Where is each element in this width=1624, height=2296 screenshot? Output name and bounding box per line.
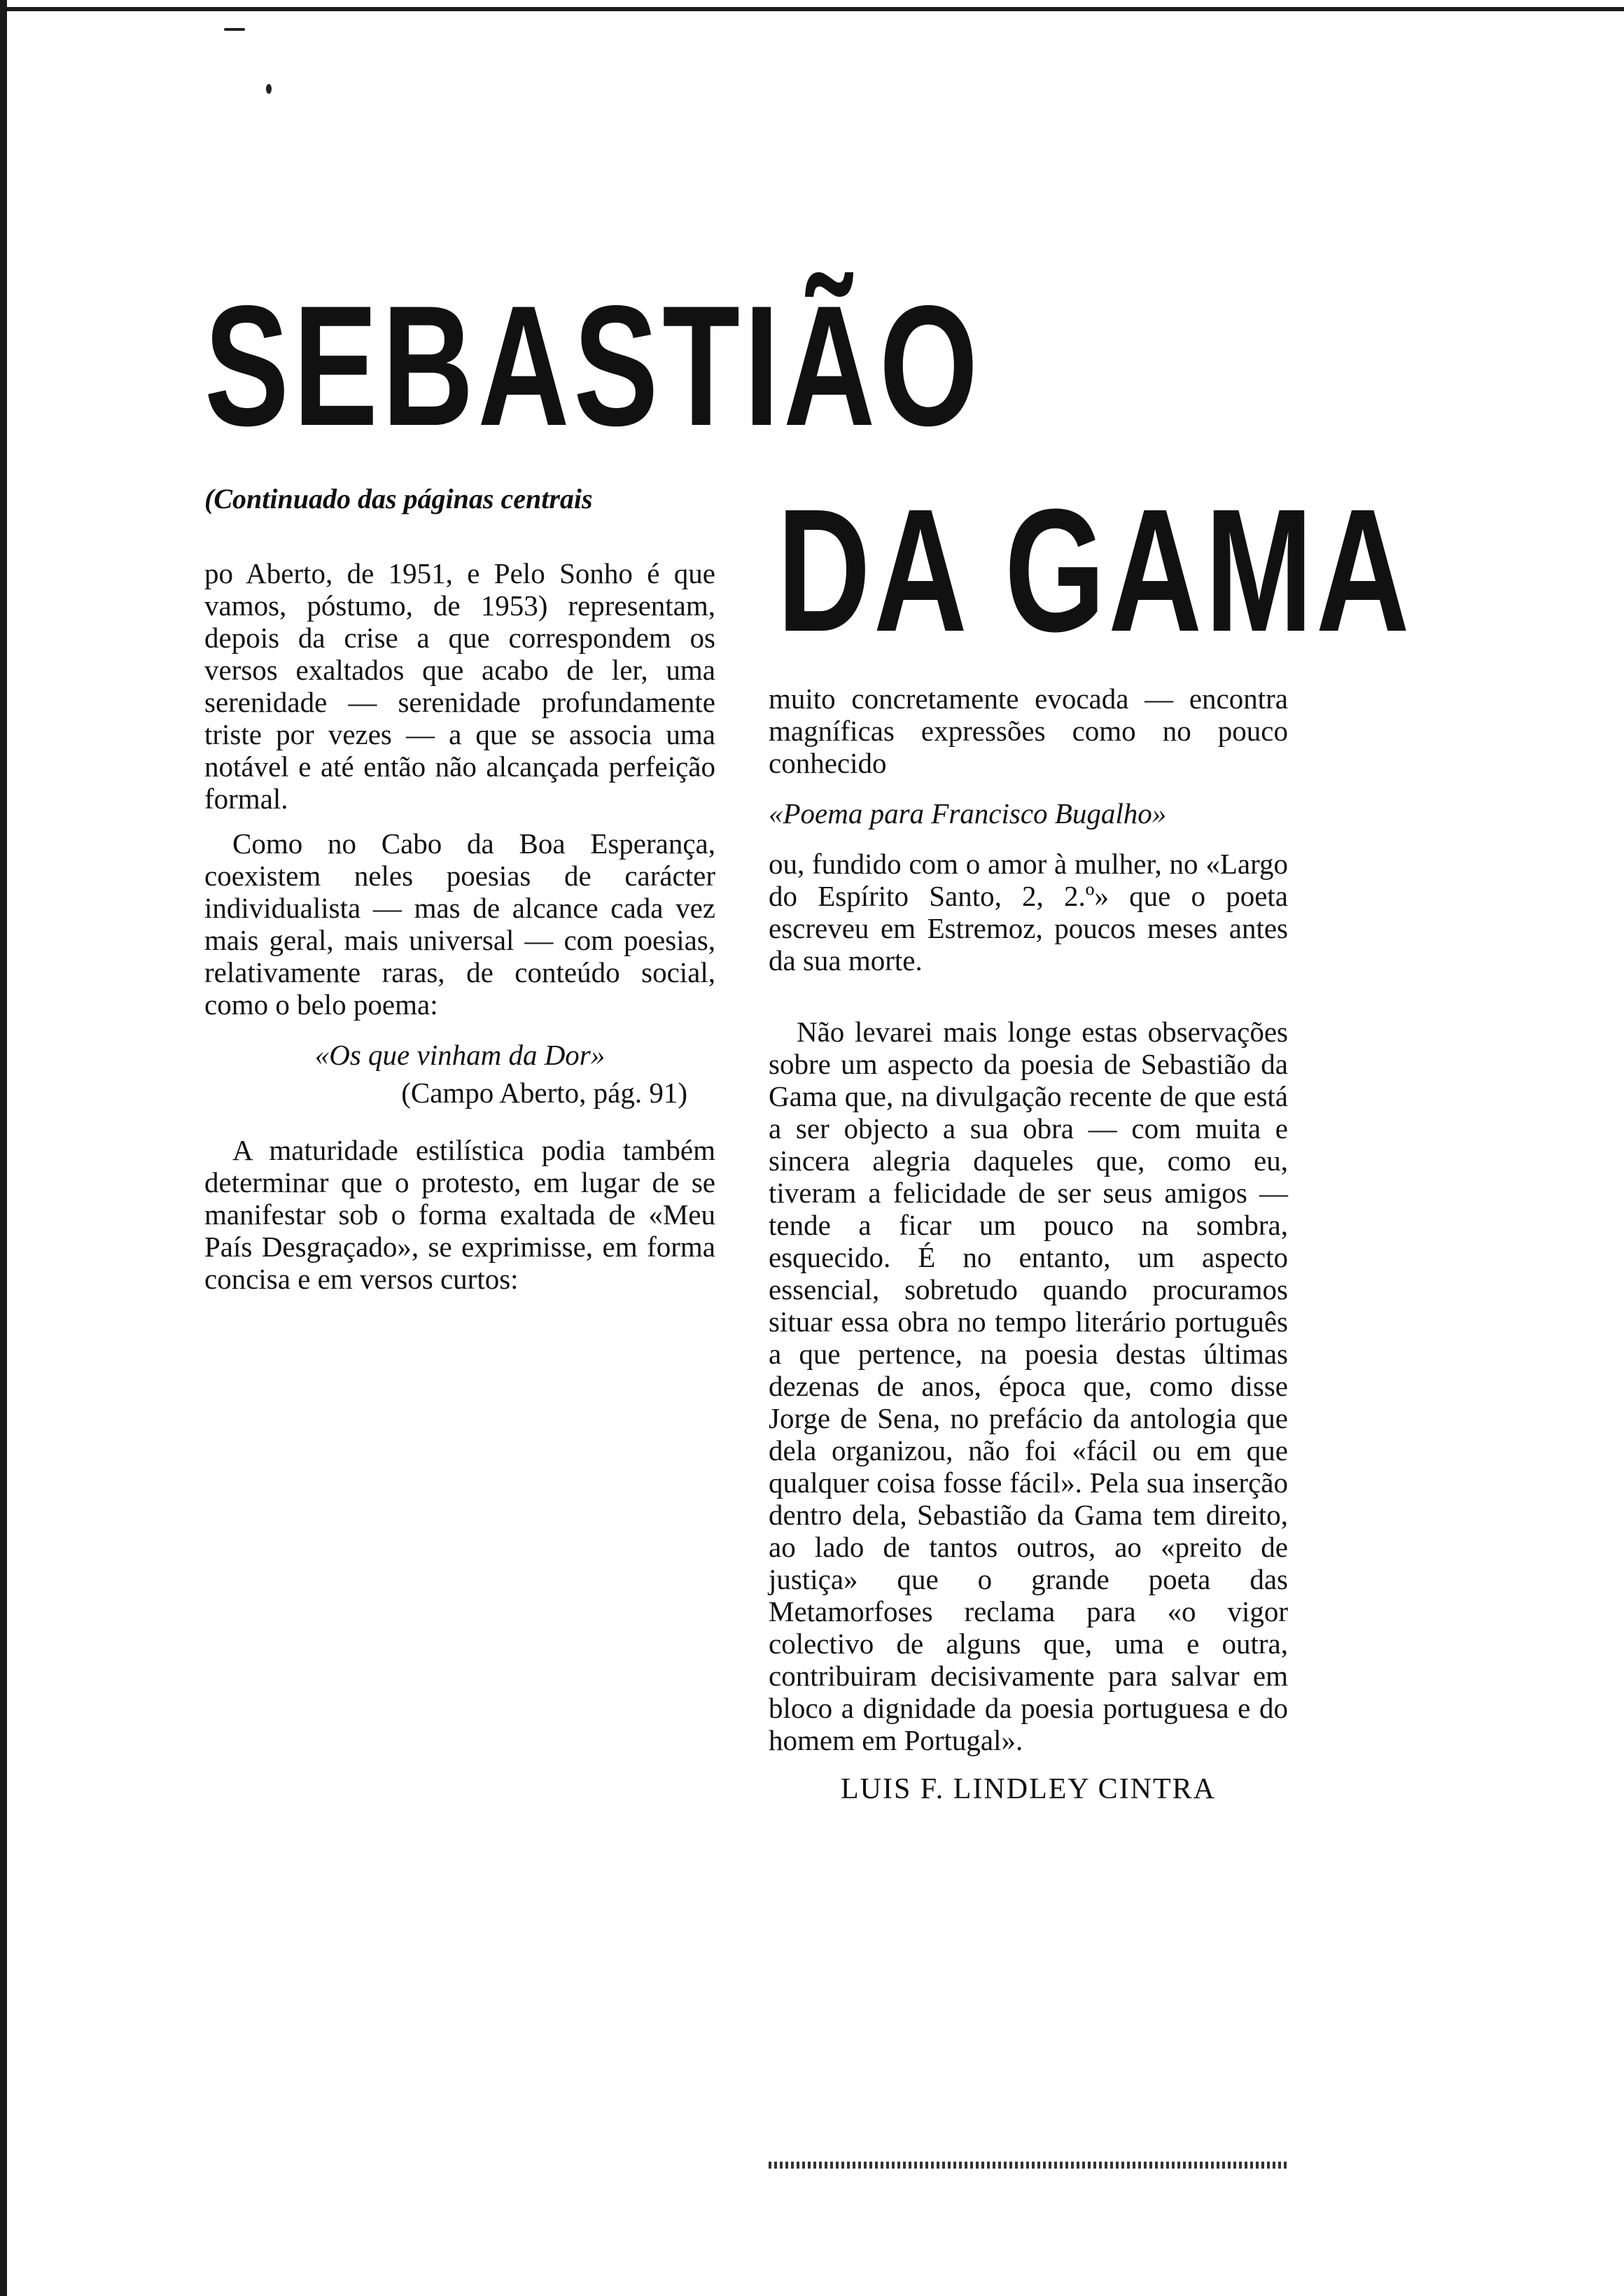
paragraph-gap: [769, 989, 1288, 1016]
scan-left-edge: [0, 0, 7, 2296]
right-paragraph-3: Não levarei mais longe estas observações sobre um aspecto da poesia de Sebastião da Gama que, na divulgação recente de que está a ser objecto a sua obra — com muita e sincera alegria daqueles que, como eu, tiveram a felicidade de ser seus amigos — tende a ficar um pouco na sombra, esquecido. É no entanto, um aspecto essencial, sobretudo quando procuramos situar essa obra no tempo literário português a que pertence, na poesia destas últimas dezenas de anos, época que, como disse Jorge de Sena, no prefácio da antologia que dela organizou, não foi «fácil ou em que qualquer coisa fosse fácil». Pela sua inserção dentro dela, Sebastião da Gama tem direito, ao lado de tantos outros, ao «preito de justiça» que o grande poeta das Metamorfoses reclama para «o vigor colectivo de alguns que, uma e outra, contribuiram decisivamente para salvar em bloco a dignidade da poesia portuguesa e do homem em Portugal».: [769, 1016, 1288, 1756]
author-signature: LUIS F. LINDLEY CINTRA: [840, 1773, 1217, 1805]
left-paragraph-2: Como no Cabo da Boa Esperança, coexistem neles poesias de carácter individualista — mas de alcance cada vez mais geral, mais universal — com poesias, relativamente raras, de conteúdo social, como o belo poema:: [204, 827, 715, 1021]
poem-title-quote: «Os que vinham da Dor»: [314, 1039, 606, 1071]
left-paragraph-1: po Aberto, de 1951, e Pelo Sonho é que vamos, póstumo, de 1953) representam, depois da crise a que correspondem os versos exaltados que acabo de ler, uma serenidade — serenidade profundamente triste por vezes — a que se associa uma notável e até então não alcançada perfeição formal.: [204, 557, 715, 815]
poem-title-quote-2: «Poema para Francisco Bugalho»: [769, 797, 1167, 830]
scan-top-edge: [0, 7, 1624, 11]
right-paragraph-1: muito concretamente evocada — encontra magníficas expressões como no pouco conhecido: [769, 682, 1288, 779]
right-paragraph-2: ou, fundido com o amor à mulher, no «Largo do Espírito Santo, 2, 2.º» que o poeta escreveu em Estremoz, poucos meses antes da sua morte.: [769, 848, 1288, 976]
headline-line-2: DA GAMA: [777, 472, 1413, 668]
scan-speck: [224, 28, 245, 31]
left-paragraph-3: A maturidade estilística podia também determinar que o protesto, em lugar de se manifestar sob o forma exaltada de «Meu País Desgraçado», se exprimisse, em forma concisa e em versos curtos:: [204, 1134, 715, 1295]
right-column: [769, 682, 1288, 1805]
continuation-note: (Continuado das páginas centrais: [204, 483, 593, 514]
poem-source: (Campo Aberto, pág. 91): [401, 1077, 687, 1109]
dotted-end-rule: [769, 2162, 1288, 2169]
scan-speck: [266, 84, 272, 94]
left-column: [204, 483, 715, 1308]
headline-line-1: SEBASTIÃO: [204, 270, 982, 461]
